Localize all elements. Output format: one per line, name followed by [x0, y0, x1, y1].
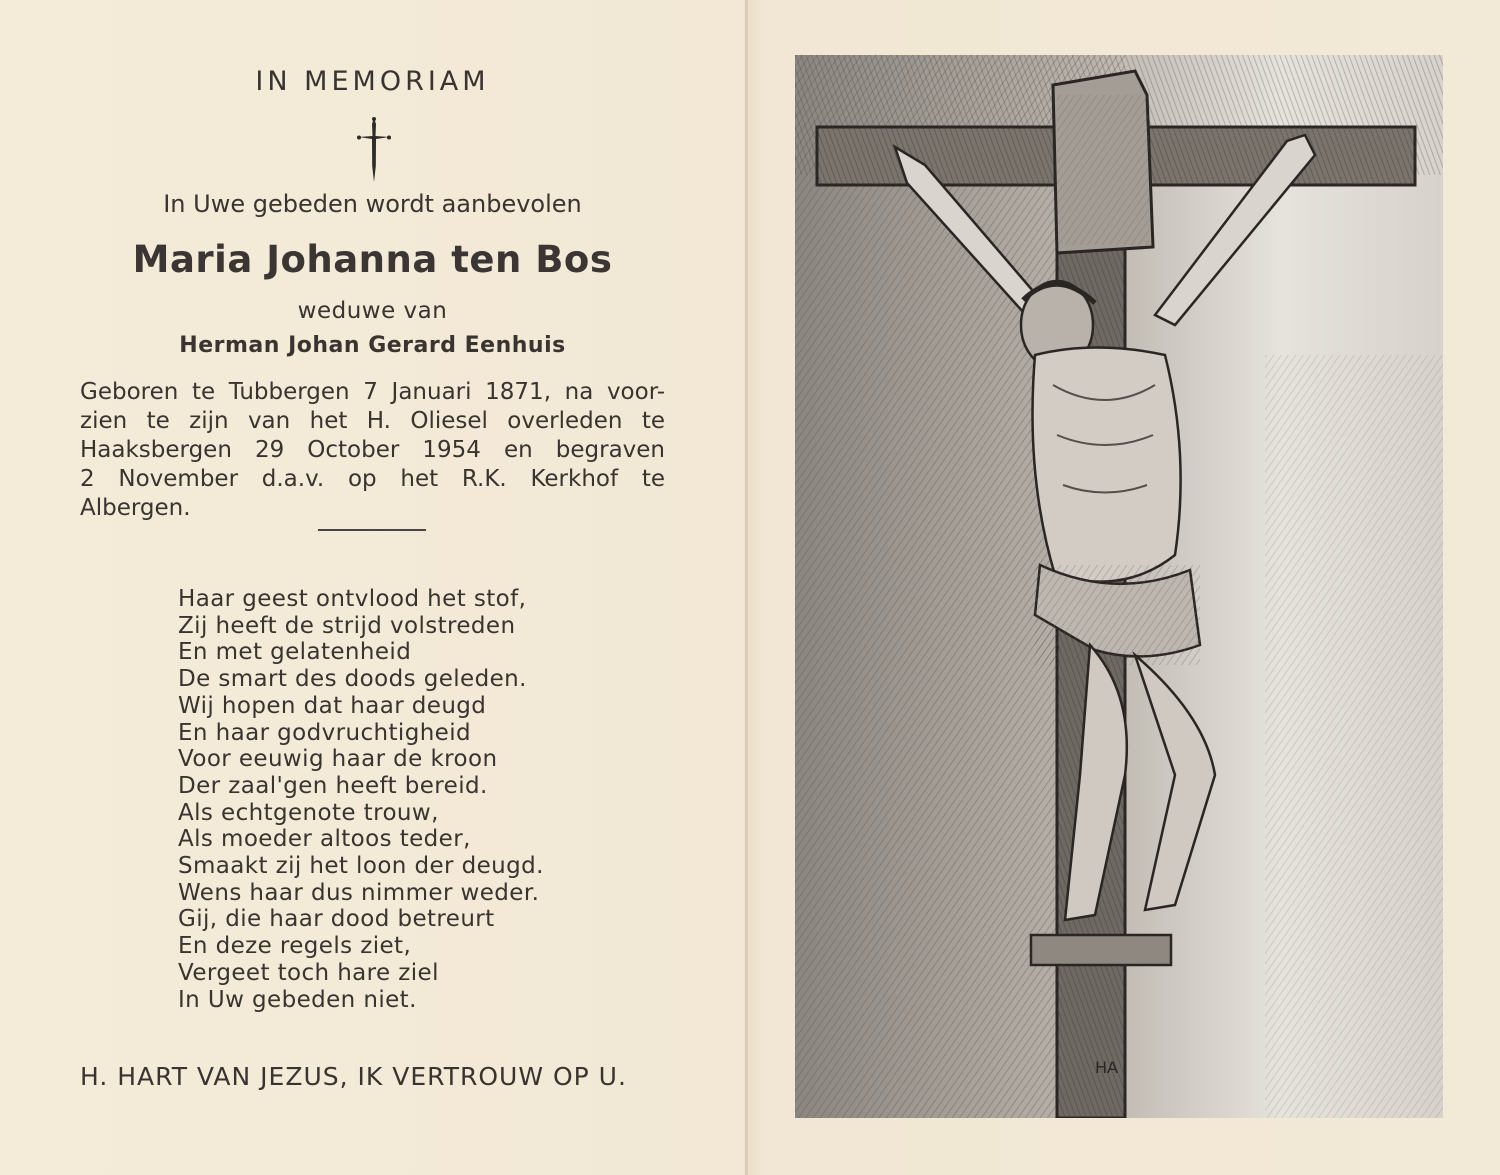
husband-name: Herman Johan Gerard Eenhuis — [179, 333, 566, 358]
poem-line: Haar geest ontvlood het stof, — [178, 586, 527, 612]
poem-line: Der zaal'gen heeft bereid. — [178, 772, 488, 799]
poem-line: De smart des doods geleden. — [178, 666, 527, 693]
biography-line: Geboren te Tubbergen 7 Januari 1871, na voor- — [80, 379, 665, 405]
poem-line: En met gelatenheid — [178, 639, 412, 666]
poem-line: En haar godvruchtigheid — [178, 719, 472, 746]
biography-line: Albergen. — [80, 495, 191, 521]
poem-line: Zij heeft de strijd volstreden — [178, 612, 516, 639]
card-heading: IN MEMORIAM — [255, 66, 490, 97]
prayer-recommendation: In Uwe gebeden wordt aanbevolen — [163, 190, 582, 218]
biography — [80, 378, 665, 523]
latin-cross-icon — [356, 116, 392, 184]
poem-line: En deze regels ziet, — [178, 933, 412, 960]
biography-line: zien te zijn van het H. Oliesel overleden te — [80, 408, 665, 434]
poem-line: Als moeder altoos teder, — [178, 826, 471, 853]
crucifix-illustration — [795, 55, 1443, 1118]
poem-line: Voor eeuwig haar de kroon — [178, 746, 498, 773]
closing-motto: H. HART VAN JEZUS, IK VERTROUW OP U. — [80, 1062, 627, 1091]
illustration-monogram: HA — [1095, 1058, 1118, 1077]
poem-line: Vergeet toch hare ziel — [178, 959, 439, 986]
memorial-poem — [178, 586, 658, 1013]
poem-line: Gij, die haar dood betreurt — [178, 906, 495, 933]
biography-line: 2 November d.a.v. op het R.K. Kerkhof te — [80, 466, 665, 492]
poem-line: Wens haar dus nimmer weder. — [178, 879, 540, 906]
biography-line: Haaksbergen 29 October 1954 en begraven — [80, 437, 665, 463]
divider — [318, 529, 426, 531]
poem-line: Als echtgenote trouw, — [178, 799, 439, 826]
poem-line: Wij hopen dat haar deugd — [178, 692, 487, 719]
widow-of-label: weduwe van — [297, 298, 448, 324]
deceased-name: Maria Johanna ten Bos — [132, 238, 613, 281]
poem-line: Smaakt zij het loon der deugd. — [178, 853, 544, 880]
card-fold-line — [745, 0, 748, 1175]
poem-line: In Uw gebeden niet. — [178, 986, 417, 1013]
